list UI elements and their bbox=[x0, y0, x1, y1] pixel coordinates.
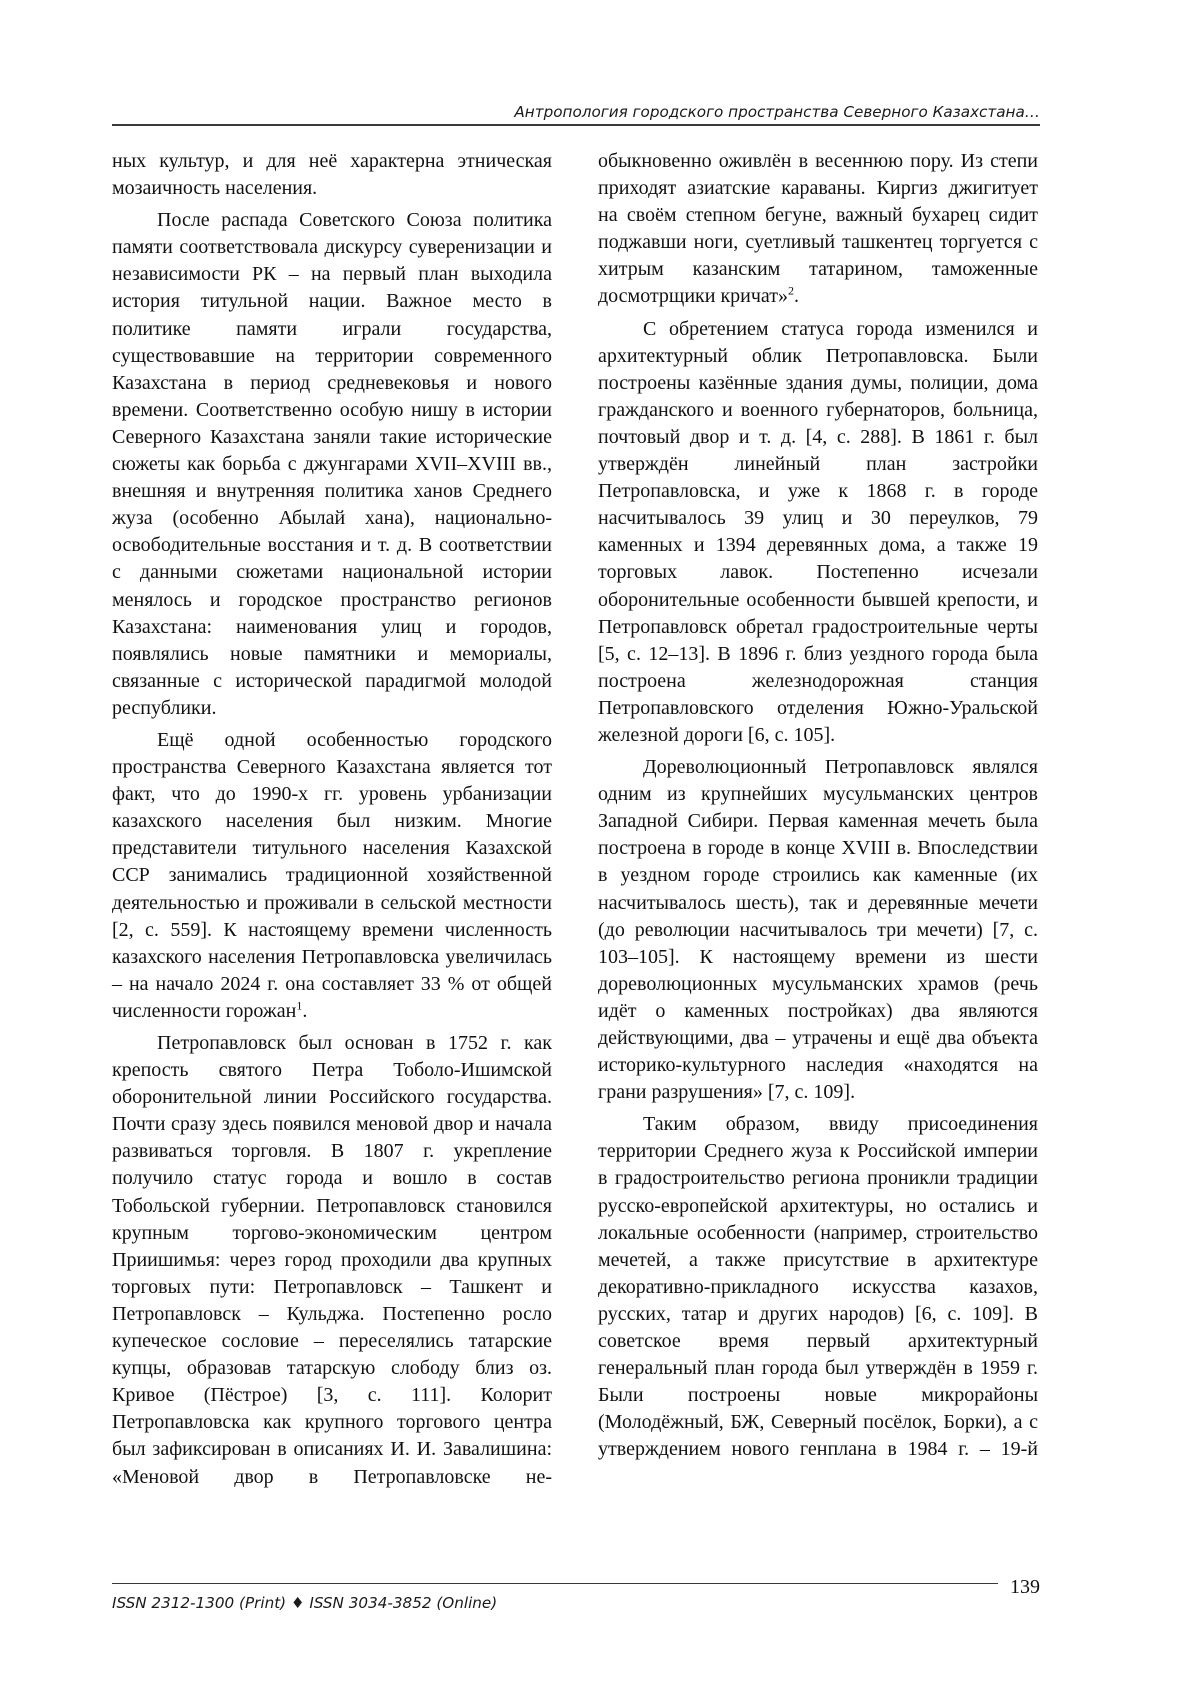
paragraph-text: Ещё одной особенностью городского пространства Северного Казахстана является тот факт, что до 1990-х гг. уровень урбанизации казахского населения был низким. Многие представители титульного населения Казахской ССР занимались традиционной хозяйственной деятельностью и проживали в сельской местности [2, с. 559]. К настоящему времени численность казахского населения Петропавловска увеличилась – на начало 2024 г. она составляет 33 % от общей численности горожан bbox=[112, 728, 552, 1022]
footnote-ref[interactable]: 2 bbox=[788, 283, 795, 298]
paragraph bbox=[112, 727, 552, 1025]
paragraph: После распада Советского Союза политика памяти соответствовала дискурсу суверенизации и независимости РК – на первый план выходила история титульной нации. Важное место в политике памяти играли государства, существовавшие на территории современного Казахстана в период средневековья и нового времени. Соответственно особую нишу в истории Северного Казахстана заняли такие исторические сюжеты как борьба с джунгарами XVII–XVIII вв., внешняя и внутренняя политика ханов Среднего жуза (особенно Абылай хана), национально-освободительные восстания и т. д. В соответствии с данными сюжетами национальной истории менялось и городское пространство регионов Казахстана: наименования улиц и городов, появлялись новые памятники и мемориалы, связанные с исторической парадигмой молодой республики. bbox=[112, 209, 552, 719]
issn-line: ISSN 2312-1300 (Print) ♦ ISSN 3034-3852 (Online) bbox=[112, 1594, 498, 1612]
paragraph: Таким образом, ввиду присоединения территории Среднего жуза к Российской империи в градостроительство региона проникли традиции русско-европейской архитектуры, но остались и локальные особенности (например, строительство мечетей, а также присутствие в архитектуре декоративно-прикладного искусства казахов, русских, татар и других народов) [6, с. 109]. В советское время первый архитектурный генеральный план города был утверждён в 1959 г. Были построены новые микрорайоны (Молодёжный, БЖ, Северный посёлок, Борки), а с утверждением нового генплана в 1984 г. – 19-й bbox=[598, 1113, 1038, 1461]
header-divider bbox=[112, 124, 1040, 126]
paragraph-end: . bbox=[302, 999, 308, 1022]
right-column bbox=[598, 148, 1038, 1548]
paragraph: С обретением статуса города изменился и архитектурный облик Петропавловска. Были построены казённые здания думы, полиции, дома гражданского и военного губернаторов, больница, почтовый двор и т. д. [4, с. 288]. В 1861 г. был утверждён линейный план застройки Петропавловска, и уже к 1868 г. в городе насчитывалось 39 улиц и 30 переулков, 79 каменных и 1394 деревянных дома, а также 19 торговых лавок. Постепенно исчезали оборонительные особенности бывшей крепости, и Петропавловск обретал градостроительные черты [5, с. 12–13]. В 1896 г. близ уездного города была построена железнодорожная станция Петропавловского отделения Южно-Уральской железной дороги [6, с. 105]. bbox=[598, 317, 1038, 746]
left-column bbox=[112, 148, 552, 1548]
paragraph: Петропавловск был основан в 1752 г. как крепость святого Петра Тоболо-Ишимской оборонительной линии Российского государства. Почти сразу здесь появился меновой двор и начала развиваться торговля. В 1807 г. укрепление получило статус города и вошло в состав Тобольской губернии. Петропавловск становился крупным торгово-экономическим центром Приишимья: через город проходили два крупных торговых пути: Петропавловск – Ташкент и Петропавловск – Кульджа. Постепенно росло купеческое сословие – переселялись татарские купцы, образовав татарскую слободу близ оз. Кривое (Пёстрое) [3, с. 111]. Колорит Петропавловска как крупного торгового центра был зафиксирован в описаниях И. И. Завалишина: «Меновой двор в Петропавловске не- bbox=[112, 1032, 552, 1488]
paragraph: ных культур, и для неё характерна этническая мозаичность населения. bbox=[112, 150, 552, 200]
running-head: Антропология городского пространства Северного Казахстана… bbox=[514, 103, 1040, 121]
page-number: 139 bbox=[1010, 1576, 1040, 1598]
footnote-ref[interactable]: 1 bbox=[296, 998, 303, 1013]
paragraph bbox=[598, 148, 1038, 311]
paragraph-text: обыкновенно оживлён в весеннюю пору. Из степи приходят азиатские караваны. Киргиз джигитует на своём степном бегуне, важный бухарец сидит поджавши ноги, суетливый ташкентец торгуется с хитрым казанским татарином, таможенные досмотрщики кричат» bbox=[598, 150, 1038, 308]
paragraph-end: . bbox=[794, 285, 800, 308]
paragraph: Дореволюционный Петропавловск являлся одним из крупнейших мусульманских центров Западной Сибири. Первая каменная мечеть была построена в городе в конце XVIII в. Впоследствии в уездном городе строились как каменные (их насчитывалось шесть), так и деревянные мечети (до революции насчитывалось три мечети) [7, с. 103–105]. К настоящему времени из шести дореволюционных мусульманских храмов (речь идёт о каменных постройках) два являются действующими, два – утрачены и ещё два объекта историко-культурного наследия «находятся на грани разрушения» [7, с. 109]. bbox=[598, 756, 1038, 1104]
footer-divider bbox=[112, 1583, 998, 1584]
